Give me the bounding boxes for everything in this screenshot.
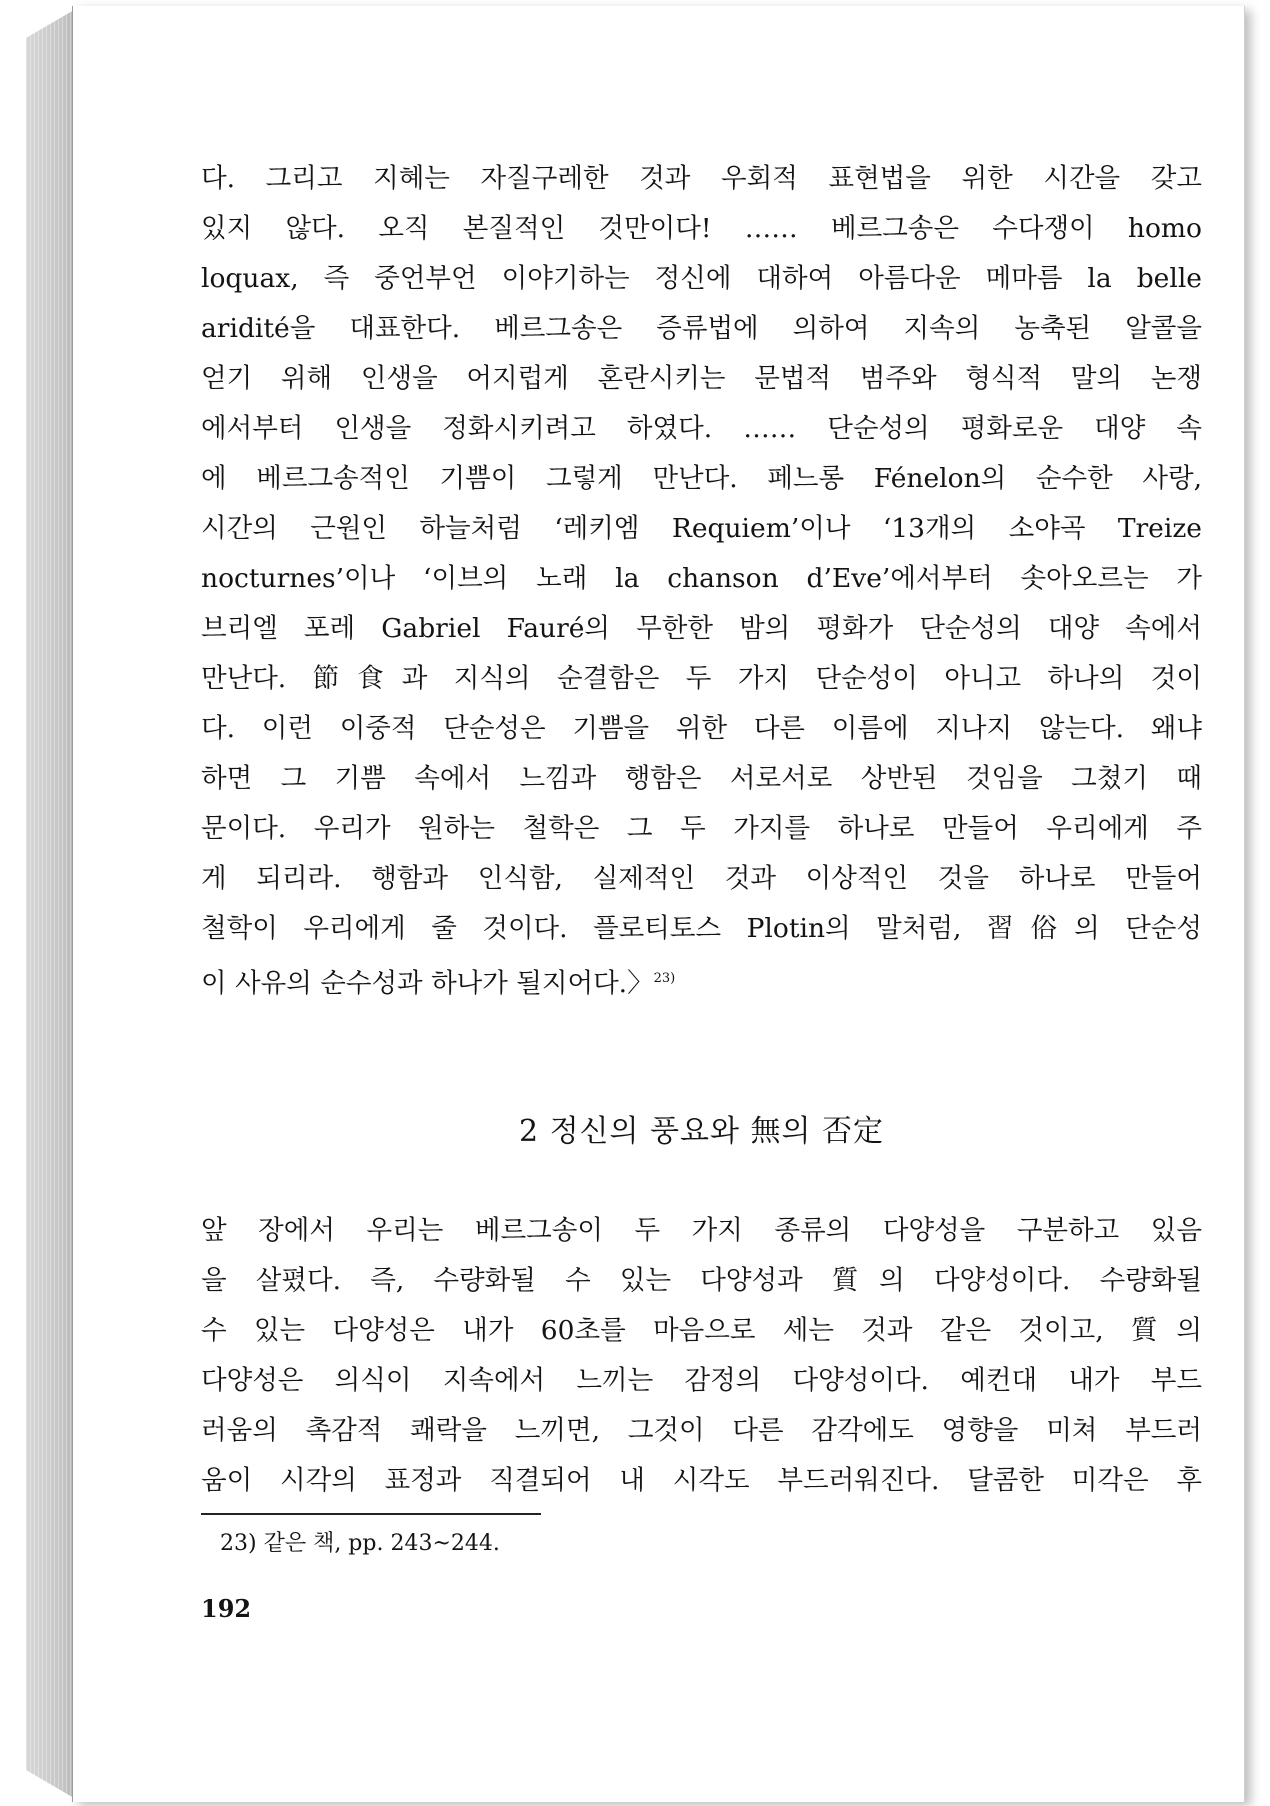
text-line: 문이다. 우리가 원하는 철학은 그 두 가지를 하나로 만들어 우리에게 주: [201, 813, 1202, 844]
text-line: 다양성은 의식이 지속에서 느끼는 감정의 다양성이다. 예컨대 내가 부드: [201, 1365, 1202, 1396]
text-line: 하면 그 기쁨 속에서 느낌과 행함은 서로서로 상반된 것임을 그쳤기 때: [201, 763, 1202, 794]
text-line: 을 살폈다. 즉, 수량화될 수 있는 다양성과 質의 다양성이다. 수량화될: [201, 1265, 1202, 1296]
text-line: 얻기 위해 인생을 어지럽게 혼란시키는 문법적 범주와 형식적 말의 논쟁: [201, 363, 1202, 394]
text-line: 앞 장에서 우리는 베르그송이 두 가지 종류의 다양성을 구분하고 있음: [201, 1215, 1202, 1246]
text-line: 브리엘 포레 Gabriel Fauré의 무한한 밤의 평화가 단순성의 대양 속에서: [201, 613, 1202, 644]
text-line: 에 베르그송적인 기쁨이 그렇게 만난다. 페느롱 Fénelon의 순수한 사랑,: [201, 463, 1202, 494]
footnote-divider: [201, 1513, 541, 1515]
section-heading: 2 정신의 풍요와 無의 否定: [518, 1114, 885, 1149]
text-line: 러움의 촉감적 쾌락을 느끼면, 그것이 다른 감각에도 영향을 미쳐 부드러: [201, 1415, 1202, 1446]
text-line-content: 이 사유의 순수성과 하나가 될지어다.〉: [201, 967, 654, 999]
text-line: 시간의 근원인 하늘처럼 ‘레키엠 Requiem’이나 ‘13개의 소야곡 Treize: [201, 513, 1202, 544]
text-line: 움이 시각의 표정과 직결되어 내 시각도 부드러워진다. 달콤한 미각은 후: [201, 1465, 1202, 1496]
text-line: 만난다. 節食과 지식의 순결함은 두 가지 단순성이 아니고 하나의 것이: [201, 663, 1202, 694]
paragraph-first: [201, 154, 1202, 1004]
footnote: 23) 같은 책, pp. 243~244.: [220, 1531, 500, 1556]
text-line: 다. 이런 이중적 단순성은 기쁨을 위한 다른 이름에 지나지 않는다. 왜냐: [201, 713, 1202, 744]
text-line: aridité을 대표한다. 베르그송은 증류법에 의하여 지속의 농축된 알콜을: [201, 313, 1202, 344]
text-line: 다. 그리고 지혜는 자질구레한 것과 우회적 표현법을 위한 시간을 갖고: [201, 163, 1202, 194]
book-page: [72, 6, 1245, 1802]
text-line: loquax, 즉 중언부언 이야기하는 정신에 대하여 아름다운 메마름 la belle: [201, 263, 1202, 294]
text-line: 있지 않다. 오직 본질적인 것만이다! …… 베르그송은 수다쟁이 homo: [201, 213, 1202, 244]
text-line: 게 되리라. 행함과 인식함, 실제적인 것과 이상적인 것을 하나로 만들어: [201, 863, 1202, 894]
footnote-reference: 23): [653, 971, 676, 986]
text-line: 수 있는 다양성은 내가 60초를 마음으로 세는 것과 같은 것이고, 質의: [201, 1315, 1202, 1346]
paragraph-second: [201, 1206, 1202, 1506]
page-number: 192: [201, 1594, 252, 1623]
text-line: nocturnes’이나 ‘이브의 노래 la chanson d’Eve’에서부터 솟아오르는 가: [201, 563, 1202, 594]
text-line: 철학이 우리에게 줄 것이다. 플로티토스 Plotin의 말처럼, 習俗의 단순성: [201, 913, 1202, 944]
text-line: 에서부터 인생을 정화시키려고 하였다. …… 단순성의 평화로운 대양 속: [201, 413, 1202, 444]
page-stack-edge: [26, 10, 74, 1798]
text-line-last: [201, 954, 1202, 1004]
